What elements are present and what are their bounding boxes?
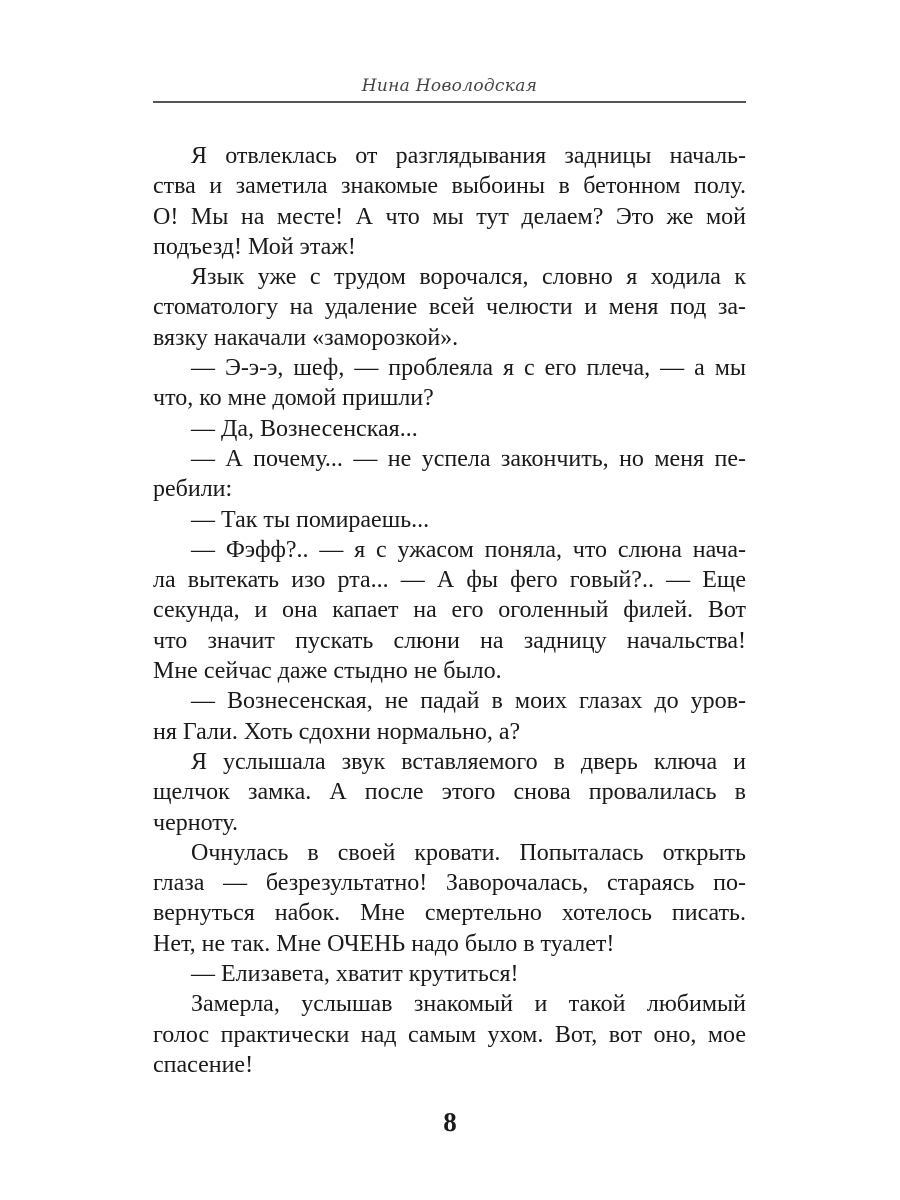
text-line: Я отвлеклась от разглядывания задницы началь- <box>191 143 746 169</box>
paragraph <box>153 262 746 353</box>
text-line: вернуться набок. Мне смертельно хотелось писать. <box>153 900 746 927</box>
text-line: О! Мы на месте! А что мы тут делаем? Это же мой <box>153 203 746 230</box>
paragraph <box>153 353 746 414</box>
page-number: 8 <box>443 1107 457 1137</box>
text-line: ня Гали. Хоть сдохни нормально, а? <box>153 718 521 745</box>
text-line: — Э-э-э, шеф, — проблеяла я с его плеча, — а мы <box>191 355 746 382</box>
text-line: что значит пускать слюни на задницу начальства! <box>153 627 746 654</box>
text-line: подъезд! Мой этаж! <box>153 233 356 260</box>
text-line: что, ко мне домой пришли? <box>153 385 434 412</box>
text-line: стоматологу на удаление всей челюсти и меня под за- <box>153 294 746 321</box>
page-body-text <box>153 141 746 1080</box>
text-line: голос практически над самым ухом. Вот, вот оно, мое <box>153 1021 746 1048</box>
header-divider <box>153 101 746 103</box>
text-line: черноту. <box>153 809 239 836</box>
paragraph <box>153 444 746 505</box>
paragraph <box>153 141 746 262</box>
text-line: — Вознесенская, не падай в моих глазах до уров- <box>191 688 746 715</box>
header-author-title: Нина Новолодская <box>361 76 538 96</box>
paragraph <box>153 959 746 989</box>
paragraph <box>153 535 746 686</box>
text-line: секунда, и она капает на его оголенный филей. Вот <box>153 597 746 624</box>
paragraph <box>153 414 746 444</box>
text-line: Я услышала звук вставляемого в дверь ключа и <box>191 748 746 775</box>
text-line: Мне сейчас даже стыдно не было. <box>153 658 502 685</box>
text-line: — Так ты помираешь... <box>191 506 430 533</box>
text-line: — Елизавета, хватит крутиться! <box>191 961 519 988</box>
text-line: ства и заметила знакомые выбоины в бетонном полу. <box>153 173 746 200</box>
text-line: Язык уже с трудом ворочался, словно я ходила к <box>191 264 746 291</box>
running-header <box>153 74 746 98</box>
paragraph <box>153 747 746 838</box>
paragraph <box>153 505 746 535</box>
text-line: Очнулась в своей кровати. Попыталась открыть <box>191 839 746 866</box>
text-line: Замерла, услышав знакомый и такой любимый <box>191 991 746 1018</box>
text-line: вязку накачали «заморозкой». <box>153 324 459 351</box>
text-line: — Да, Вознесенская... <box>191 415 418 442</box>
text-line: — А почему... — не успела закончить, но меня пе- <box>191 445 746 472</box>
text-line: щелчок замка. А после этого снова провалилась в <box>153 779 746 806</box>
text-line: глаза — безрезультатно! Заворочалась, стараясь по- <box>153 870 746 897</box>
text-line: ребили: <box>153 476 233 503</box>
text-line: — Фэфф?.. — я с ужасом поняла, что слюна нача- <box>191 536 746 563</box>
paragraph <box>153 989 746 1080</box>
text-line: спасение! <box>153 1051 254 1078</box>
text-line: ла вытекать изо рта... — А фы фего говый?.. — Еще <box>153 567 746 594</box>
paragraph <box>153 686 746 747</box>
text-line: Нет, не так. Мне ОЧЕНЬ надо было в туалет! <box>153 930 615 957</box>
paragraph <box>153 838 746 959</box>
